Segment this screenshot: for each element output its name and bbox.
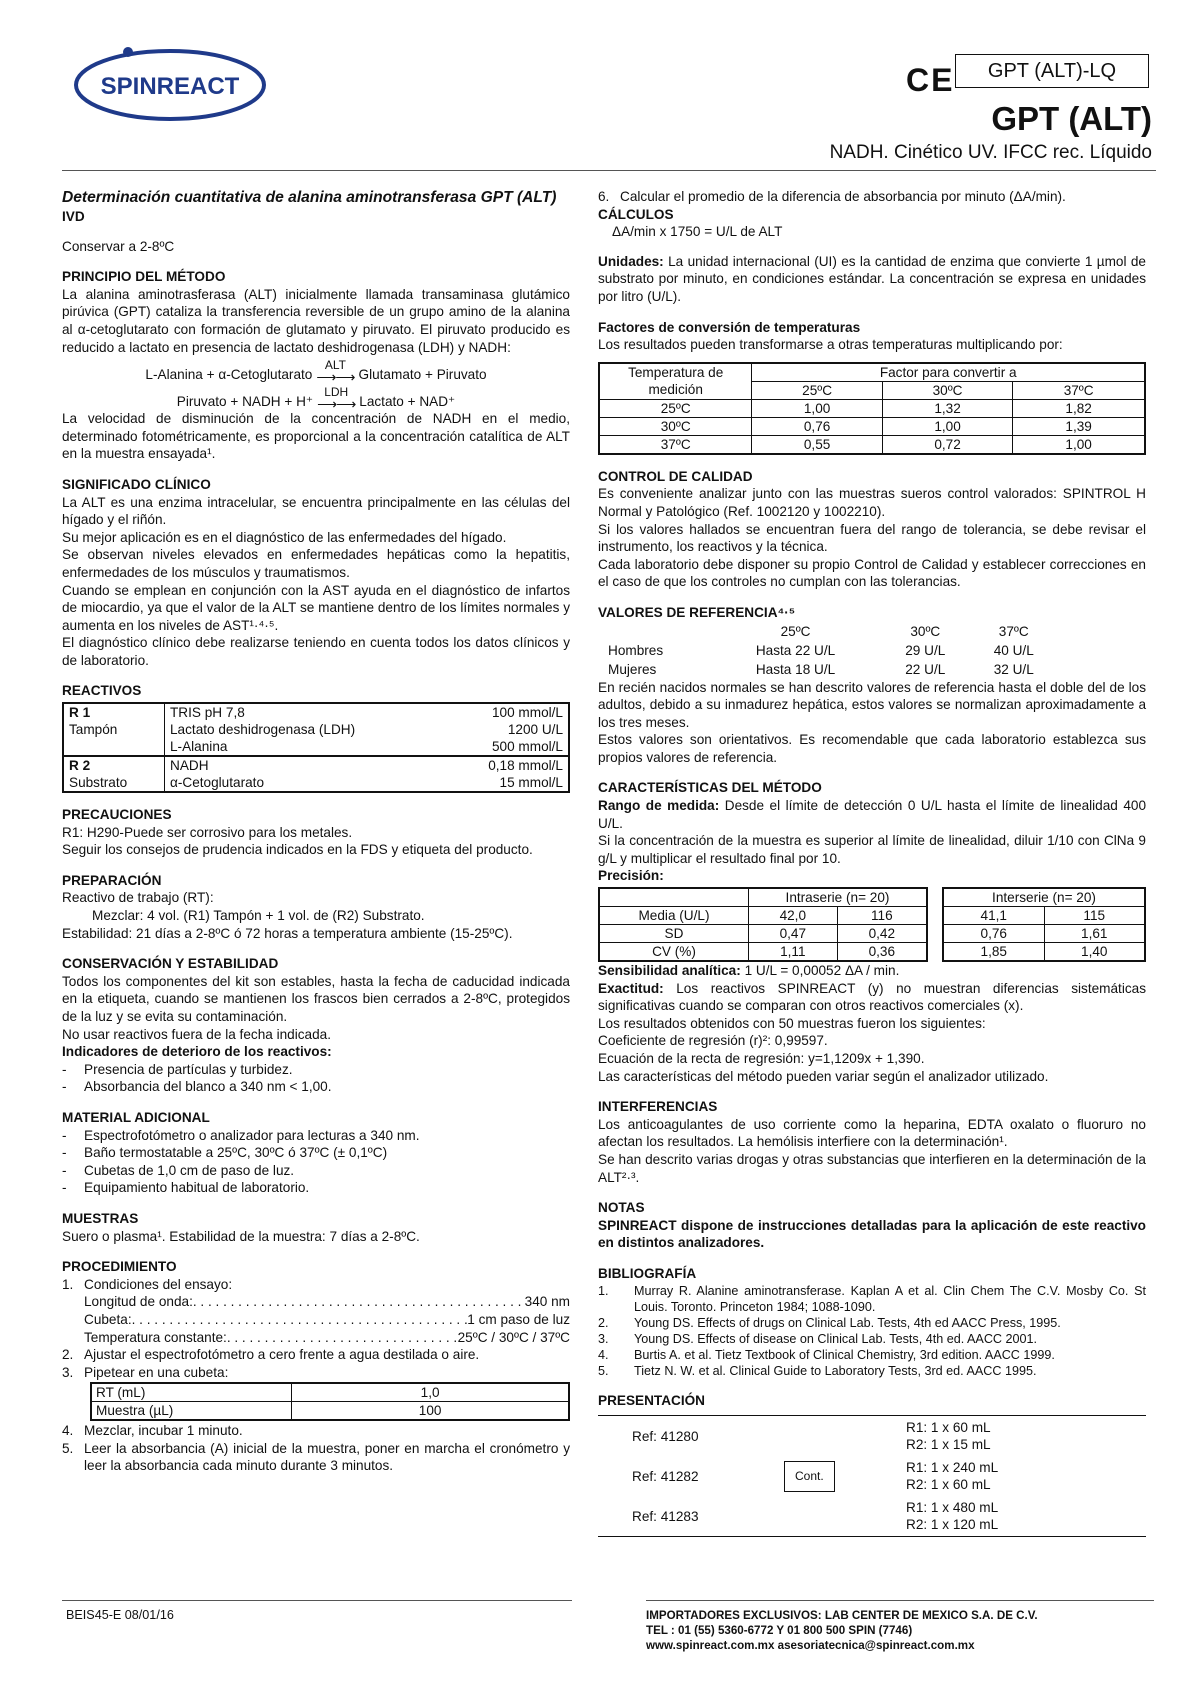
procedimiento-heading: PROCEDIMIENTO [62,1259,177,1275]
interferencias-text: Se han descrito varias drogas y otras substancias que interfieren en la determinación de la ALT²·³. [598,1151,1146,1185]
footer-divider-right [646,1600,1154,1601]
procedure-step: 2. Ajustar el espectrofotómetro a cero frente a agua destilada o aire. [62,1347,480,1363]
factores-text: Los resultados pueden transformarse a otras temperaturas multiplicando por: [598,337,1063,353]
deterioro-heading: Indicadores de deterioro de los reactivos: [62,1044,332,1060]
reagent-conc: 100 mmol/L [491,705,563,721]
presentacion-table [598,1415,1146,1537]
valores-text: Estos valores son orientativos. Es recomendable que cada laboratorio establezca sus propios valores de referencia. [598,732,1146,765]
significado-paragraph: La ALT es una enzima intracelular, se encuentra principalmente en las células del hígado y el riñón. [62,494,570,528]
ce-mark: CE [906,62,955,98]
conservacion-heading: CONSERVACIÓN Y ESTABILIDAD [62,956,279,972]
reactivos-table [62,702,570,793]
intro-title: Determinación cuantitativa de alanina aminotransferasa GPT (ALT) [62,189,557,206]
valores-text: En recién nacidos normales se han descrito valores de referencia hasta el doble del de los adultos, debido a su inmadurez hepática, estos valores se normalizan aproximadamente a los tres meses. [598,679,1146,730]
footer-importer [646,1608,1038,1653]
reagent-name: TRIS pH 7,8 [170,705,245,721]
unidades-text: Unidades: La unidad internacional (UI) es la cantidad de enzima que convierte 1 µmol de substrato por minuto, en condiciones estándar. La concentración se expresa en unidades por litro (U/L). [598,253,1146,304]
preparacion-heading: PREPARACIÓN [62,872,162,888]
condition-row: Cubeta: . . . 1 cm paso de luz [62,1311,570,1329]
significado-paragraph: Su mejor aplicación es en el diagnóstico de las enfermedades del hígado. [62,529,507,545]
sensibilidad-text: Sensibilidad analítica: 1 U/L = 0,00052 ΔA / min. [598,963,900,979]
procedure-step: 5. Leer la absorbancia (A) inicial de la muestra, poner en marcha el cronómetro y leer la absorbancia cada minuto durante 3 minutos. [62,1440,570,1474]
calculos-heading: CÁLCULOS [598,206,674,222]
footer-code: BEIS45-E 08/01/16 [66,1608,174,1622]
notas-heading: NOTAS [598,1200,645,1216]
reaction-2-enzyme: LDH [324,385,349,400]
muestras-text: Suero o plasma¹. Estabilidad de la muestra: 7 días a 2-8ºC. [62,1228,420,1244]
bib-item: 4. Burtis A. et al. Tietz Textbook of Clinical Chemistry, 3rd edition. AACC 1999. [598,1347,1055,1362]
factor-table: Temperatura de medición Factor para convertir a 25ºC 30ºC 37ºC 25ºC 1,00 1,32 1,82 30ºC 0,76 1,00 1,39 37ºC 0,55 0,72 1,00 [598,362,1146,455]
control-paragraph: Si los valores hallados se encuentran fuera del rango de tolerancia, se debe revisar el instrumento, los reactivos y la técnica. [598,521,1146,555]
reaction-1-arrow: ALT ⟶⟶ [316,358,355,386]
list-item: - Cubetas de 1,0 cm de paso de luz. [62,1162,295,1178]
list-item: - Equipamiento habitual de laboratorio. [62,1180,310,1196]
reaction-1-enzyme: ALT [324,358,346,373]
r2-label: R 2 Substrato [63,756,165,792]
interserie-table: Interserie (n= 20) 41,1 115 0,76 1,61 1,85 1,40 [942,887,1146,962]
product-code-box: GPT (ALT)-LQ [955,54,1149,88]
presentation-row: Ref: 41280 R1: 1 x 60 mL R2: 1 x 15 mL [598,1416,1146,1457]
preparacion-line: Reactivo de trabajo (RT): [62,890,214,906]
significado-paragraph: Se observan niveles elevados en enfermedades hepáticas como la hepatitis, enfermedades de los músculos y traumatismos. [62,547,570,580]
precauciones-heading: PRECAUCIONES [62,807,172,823]
document-subtitle: NADH. Cinético UV. IFCC rec. Líquido [829,142,1152,163]
interferencias-heading: INTERFERENCIAS [598,1099,718,1115]
procedure-step: 1. Condiciones del ensayo: [62,1276,233,1292]
preparacion-line: Mezclar: 4 vol. (R1) Tampón + 1 vol. de (R2) Substrato. [92,908,425,924]
condition-row: Longitud de onda: . . . 340 nm [62,1293,570,1311]
reaction-1-left: L-Alanina + α-Cetoglutarato [145,366,313,382]
significado-heading: SIGNIFICADO CLÍNICO [62,476,211,492]
footer-line: TEL : 01 (55) 5360-6772 Y 01 800 500 SPIN (7746) [646,1624,913,1637]
caracteristicas-heading: CARACTERÍSTICAS DEL MÉTODO [598,780,822,796]
calculo-formula: ΔA/min x 1750 = U/L de ALT [612,224,783,240]
significado-paragraph: Cuando se emplean en conjunción con la AST ayuda en el diagnóstico de infartos de miocardio, ya que el valor de la ALT se mantiene dentro de los límites normales y aumenta en los niveles de AST¹·⁴·⁵. [62,582,570,633]
reagent-name: L-Alanina [170,739,228,755]
condition-row: Temperatura constante: . . . 25ºC / 30ºC / 37ºC [62,1329,570,1347]
list-item: - Espectrofotómetro o analizador para lecturas a 340 nm. [62,1127,420,1143]
left-column [62,188,570,1475]
exactitud-text: Exactitud: Los reactivos SPINREACT (y) no muestran diferencias sistemáticas significativas cuando se comparan con otros reactivos comerciales (x). [598,980,1146,1014]
svg-text:SPINREACT: SPINREACT [100,73,240,100]
list-item: - Baño termostatable a 25ºC, 30ºC ó 37ºC (± 0,1ºC) [62,1145,388,1161]
reagent-name: NADH [165,756,446,774]
bib-item: 5. Tietz N. W. et al. Clinical Guide to Laboratory Tests, 3rd ed. AACC 1995. [598,1363,1037,1378]
presentation-row: Ref: 41283 R1: 1 x 480 mL R2: 1 x 120 mL [598,1496,1146,1537]
principio-text: La alanina aminotrasferasa (ALT) inicialmente llamada transaminasa glutámico pirúvica (GPT) cataliza la transferencia reversible de un grupo amino de la alanina al α-cetoglutarato con formación de glutamato y piruvato. El piruvato producido es reducido a lactato en presencia de lactato deshidrogenasa (LDH) y NADH: [62,286,570,355]
factor-head-temp: Temperatura de medición [599,363,752,400]
storage-note: Conservar a 2-8ºC [62,238,175,254]
factores-heading: Factores de conversión de temperaturas [598,319,861,335]
bibliografia-heading: BIBLIOGRAFÍA [598,1265,697,1281]
ivd-label: IVD [62,209,85,224]
cont-box: Cont. [784,1461,835,1492]
reaction-2-right: Lactato + NAD⁺ [359,393,456,409]
precision-tables [598,887,1146,962]
coef-text: Coeficiente de regresión (r)²: 0,99597. [598,1033,828,1049]
factor-head-convert: Factor para convertir a [752,363,1145,382]
material-heading: MATERIAL ADICIONAL [62,1109,210,1125]
conservacion-text-2: No usar reactivos fuera de la fecha indicada. [62,1026,332,1042]
reaction-2-left: Piruvato + NADH + H⁺ [176,393,314,409]
document-title: GPT (ALT) [991,100,1152,137]
principio-text-2: La velocidad de disminución de la concentración de NADH en el medio, determinado fotométricamente, es proporcional a la concentración catalítica de ALT en la muestra ensayada¹. [62,411,570,462]
control-paragraph: Es conveniente analizar junto con las muestras sueros control valorados: SPINTROL H Normal y Patológico (Ref. 1002120 y 1002210). [598,486,1146,519]
precauciones-line: Seguir los consejos de prudencia indicados en la FDS y etiqueta del producto. [62,842,533,858]
precauciones-line: R1: H290-Puede ser corrosivo para los metales. [62,824,353,840]
muestras-heading: MUESTRAS [62,1210,139,1226]
reagent-conc: 15 mmol/L [499,775,563,791]
reagent-name: α-Cetoglutarato [170,775,265,791]
footer-line: IMPORTADORES EXCLUSIVOS: LAB CENTER DE MEXICO S.A. DE C.V. [646,1609,1038,1622]
dilucion-text: Si la concentración de la muestra es superior al límite de linealidad, diluir 1/10 con ClNa 9 g/L y multiplicar el resultado final por 10. [598,833,1146,866]
reaction-2 [62,385,570,413]
presentacion-heading: PRESENTACIÓN [598,1392,705,1408]
reference-values-table: 25ºC 30ºC 37ºC Hombres Hasta 22 U/L 29 U/L 40 U/L Mujeres Hasta 18 U/L 22 U/L 32 U/L [608,623,1034,677]
conservacion-text: Todos los componentes del kit son estables, hasta la fecha de caducidad indicada en la etiqueta, cuando se mantienen los frascos bien cerrados a 2-8ºC, protegidos de la luz y se evita su contaminación. [62,973,570,1024]
bib-item: 1. Murray R. Alanine aminotransferase. Kaplan A et al. Clin Chem The C.V. Mosby Co. St Louis. Toronto. Princeton 1984; 1088-1090. [598,1283,1146,1314]
significado-paragraph: El diagnóstico clínico debe realizarse teniendo en cuenta todos los datos clínicos y de laboratorio. [62,635,570,668]
rango-text: Rango de medida: Desde el límite de detección 0 U/L hasta el límite de linealidad 400 U/L. [598,798,1147,831]
intraserie-table: Intraserie (n= 20) Media (U/L) 42,0 116 SD 0,47 0,42 CV (%) 1,11 0,36 [598,887,928,962]
reaction-1-right: Glutamato + Piruvato [358,366,487,382]
reagent-conc: 1200 U/L [507,722,563,738]
pipette-table: RT (mL) 1,0 Muestra (µL) 100 [90,1382,570,1421]
notas-text: SPINREACT dispone de instrucciones detalladas para la aplicación de este reactivo en distintos analizadores. [598,1217,1146,1251]
footer-line: www.spinreact.com.mx asesoriatecnica@spinreact.com.mx [646,1639,975,1652]
header-divider [62,170,1156,171]
reactivos-heading: REACTIVOS [62,683,142,699]
right-column [598,188,1146,1537]
variar-text: Las características del método pueden variar según el analizador utilizado. [598,1068,1049,1084]
results-intro: Los resultados obtenidos con 50 muestras fueron los siguientes: [598,1015,986,1031]
preparacion-line: Estabilidad: 21 días a 2-8ºC ó 72 horas a temperatura ambiente (15-25ºC). [62,925,513,941]
reagent-name: Lactato deshidrogenasa (LDH) [170,722,356,738]
reagent-conc: 500 mmol/L [491,739,563,755]
reagent-conc: 0,18 mmol/L [446,756,569,774]
procedure-step: 6. Calcular el promedio de la diferencia de absorbancia por minuto (ΔA/min). [598,189,1066,204]
spinreact-logo [72,44,268,126]
control-heading: CONTROL DE CALIDAD [598,468,753,484]
presentation-row: Ref: 41282 Cont. R1: 1 x 240 mL R2: 1 x 60 mL [598,1456,1146,1496]
presentation-volumes: R1: 1 x 480 mL R2: 1 x 120 mL [906,1500,999,1533]
control-paragraph: Cada laboratorio debe disponer su propio Control de Calidad y establecer correcciones en el caso de que los controles no cumplan con las tolerancias. [598,556,1146,590]
precision-heading: Precisión: [598,868,664,884]
procedure-step: 3. Pipetear en una cubeta: [62,1364,229,1380]
r1-label: R 1 Tampón [63,703,165,756]
interferencias-text: Los anticoagulantes de uso corriente como la heparina, EDTA oxalato o fluoruro no afectan los resultados. La hemólisis interfiere con la determinación¹. [598,1116,1146,1150]
list-item: - Presencia de partículas y turbidez. [62,1061,293,1077]
reaction-2-arrow: LDH ⟶⟶ [317,385,356,413]
presentation-volumes: R1: 1 x 60 mL R2: 1 x 15 mL [906,1420,991,1453]
bib-item: 3. Young DS. Effects of disease on Clinical Lab. Tests, 4th ed. AACC 2001. [598,1331,1038,1346]
procedure-step: 4. Mezclar, incubar 1 minuto. [62,1423,243,1439]
presentation-volumes: R1: 1 x 240 mL R2: 1 x 60 mL [906,1460,999,1493]
principio-heading: PRINCIPIO DEL MÉTODO [62,269,226,285]
valores-heading: VALORES DE REFERENCIA⁴·⁵ [598,604,796,620]
footer-divider-left [62,1600,572,1601]
bib-item: 2. Young DS. Effects of drugs on Clinical Lab. Tests, 4th ed AACC Press, 1995. [598,1315,1061,1330]
list-item: - Absorbancia del blanco a 340 nm < 1,00. [62,1079,332,1095]
reaction-1 [62,358,570,386]
ecuacion-text: Ecuación de la recta de regresión: y=1,1209x + 1,390. [598,1051,925,1066]
